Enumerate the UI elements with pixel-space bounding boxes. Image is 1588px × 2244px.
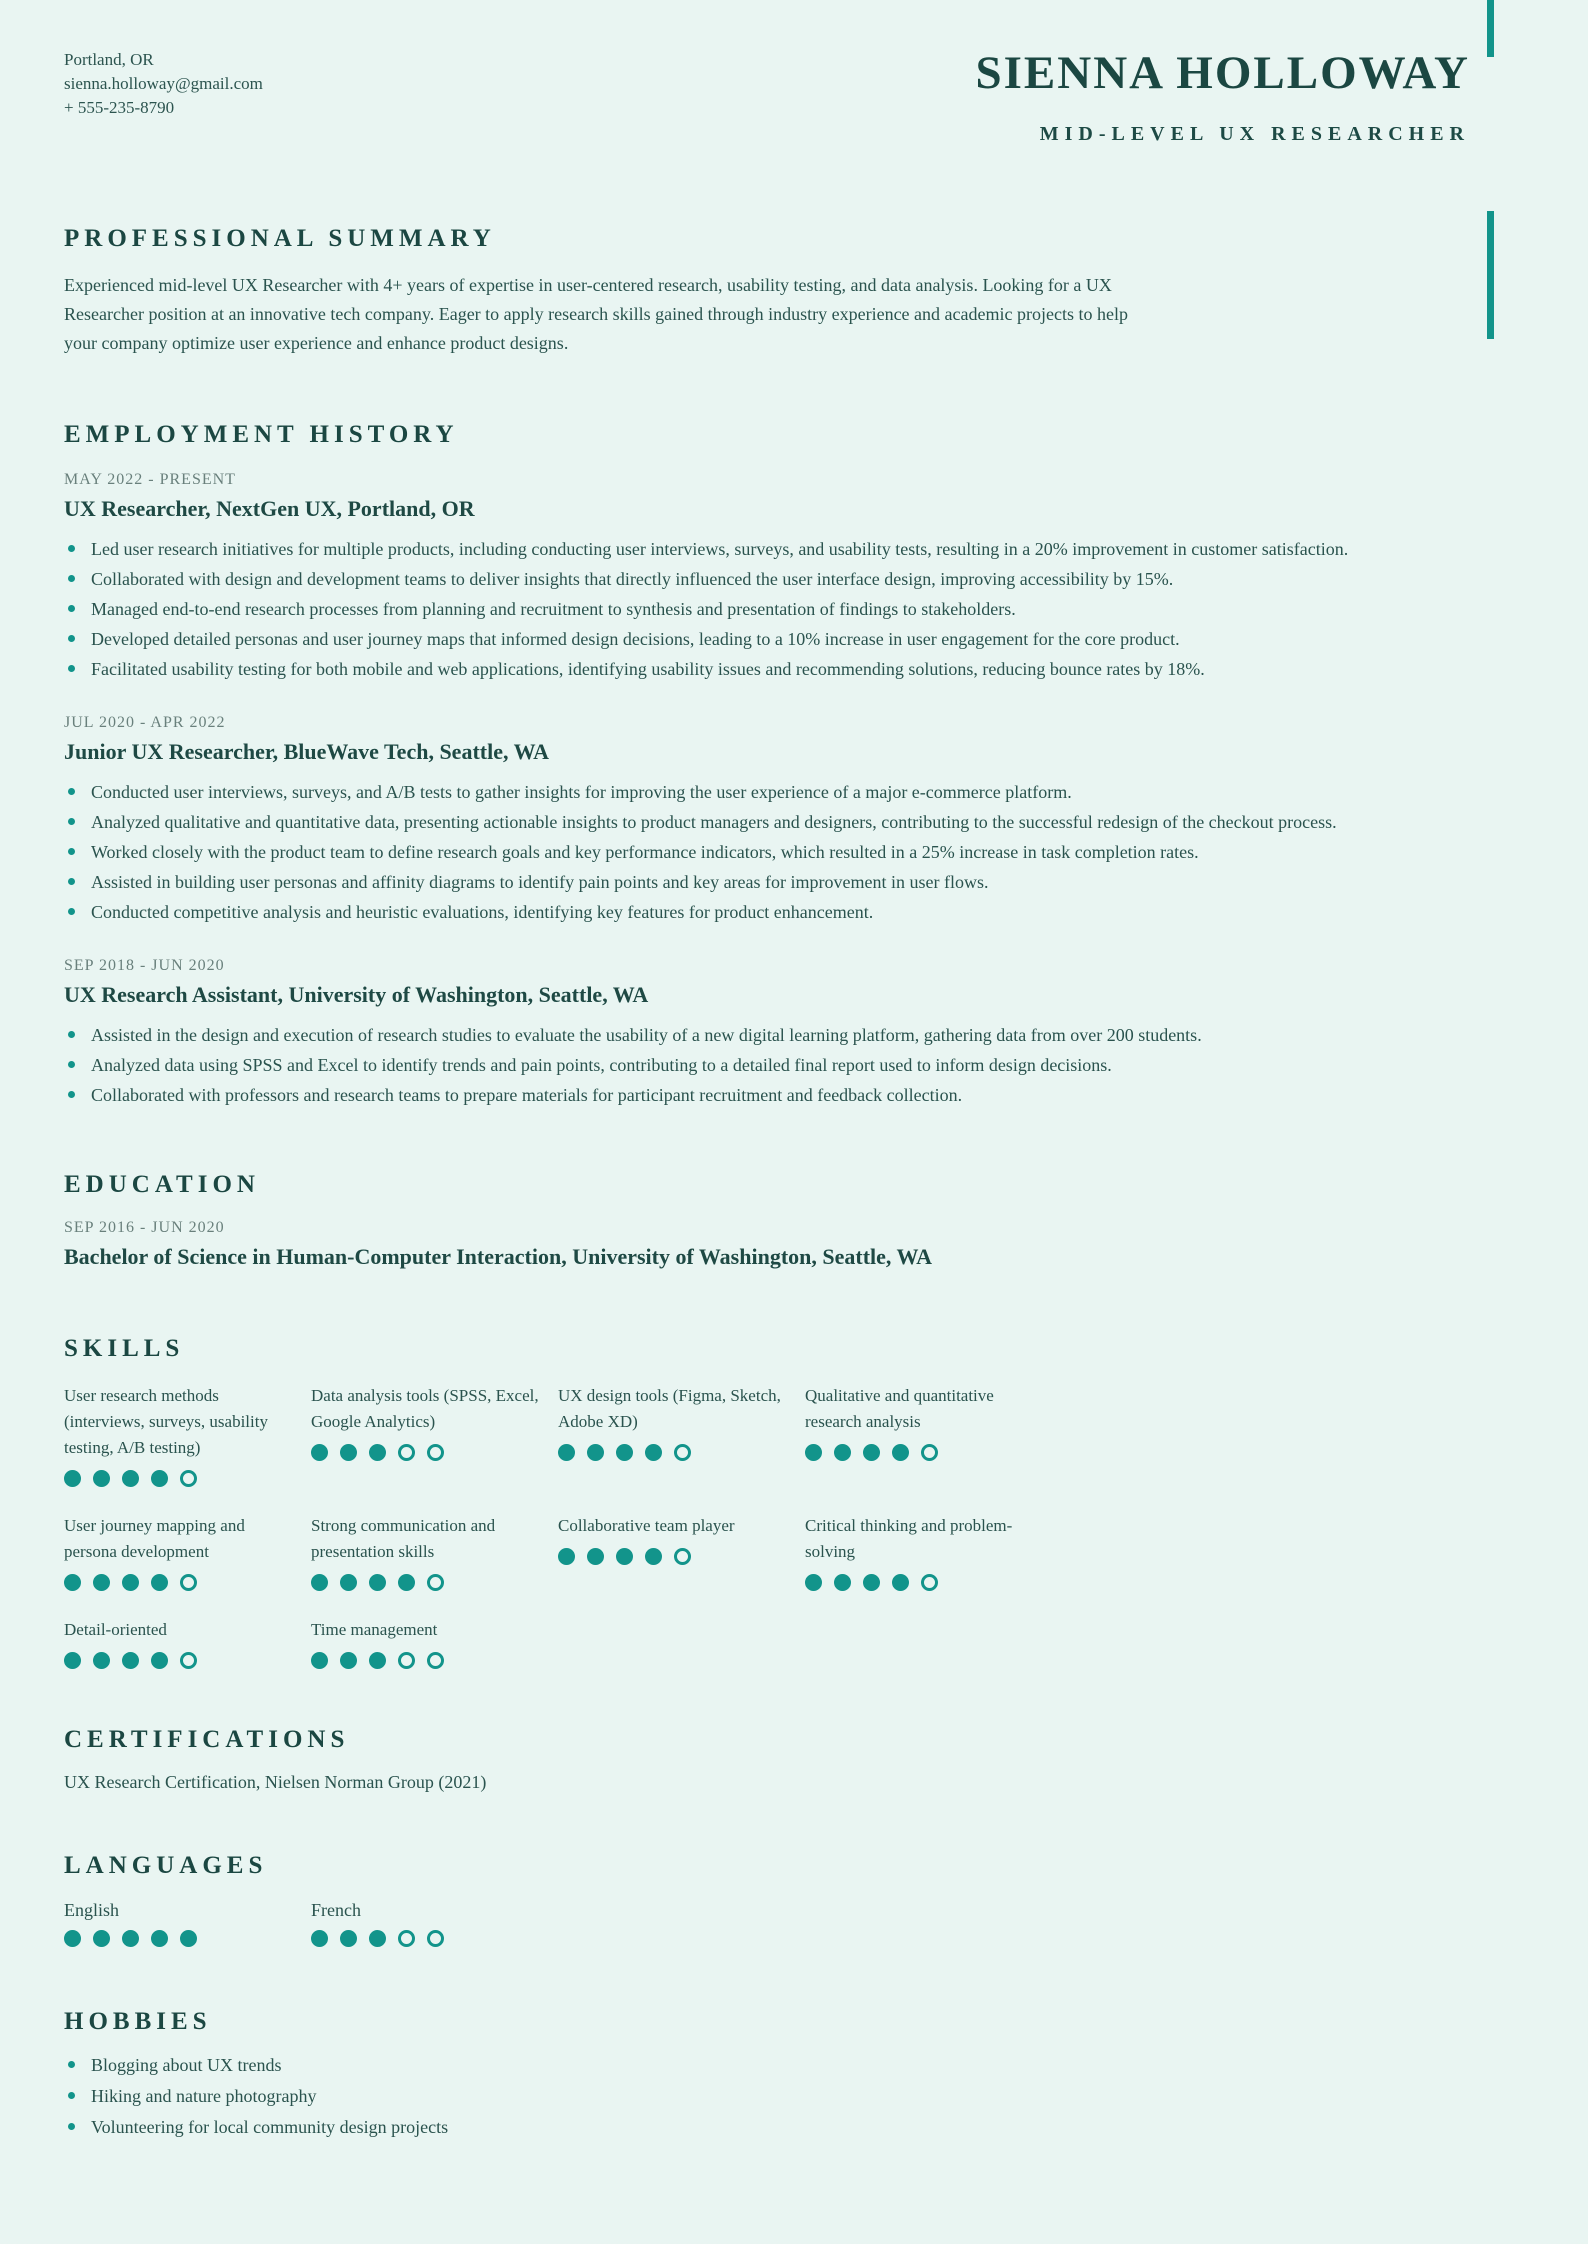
rating-dot-empty — [921, 1574, 938, 1591]
rating-dot-filled — [151, 1470, 168, 1487]
accent-bar-bottom — [1487, 211, 1494, 339]
education-heading: EDUCATION — [64, 1171, 260, 1198]
hobby-item: Hiking and nature photography — [64, 2081, 1524, 2112]
job-entry — [64, 957, 1524, 1110]
certifications-list — [64, 1772, 1524, 1793]
skill-label: Qualitative and quantitative research analysis — [805, 1386, 994, 1431]
rating-dot-filled — [645, 1548, 662, 1565]
education-dates: SEP 2016 - JUN 2020 — [64, 1219, 225, 1236]
language-item — [311, 1900, 558, 1947]
rating-dot-empty — [674, 1548, 691, 1565]
skill-rating-dots — [64, 1652, 311, 1669]
job-bullet-list — [64, 777, 1524, 927]
section-hobbies — [0, 2009, 1588, 2143]
skill-rating-dots — [311, 1444, 558, 1461]
skill-rating-dots — [558, 1548, 805, 1565]
job-title: Junior UX Researcher, BlueWave Tech, Seattle, WA — [64, 739, 550, 764]
rating-dot-filled — [892, 1574, 909, 1591]
rating-dot-filled — [122, 1574, 139, 1591]
job-bullet: Assisted in building user personas and affinity diagrams to identify pain points and key areas for improvement in user flows. — [64, 867, 1524, 897]
rating-dot-filled — [311, 1574, 328, 1591]
rating-dot-filled — [369, 1652, 386, 1669]
rating-dot-filled — [64, 1574, 81, 1591]
rating-dot-filled — [587, 1548, 604, 1565]
rating-dot-filled — [805, 1574, 822, 1591]
skill-label: Detail-oriented — [64, 1620, 167, 1639]
summary-heading: PROFESSIONAL SUMMARY — [64, 225, 496, 252]
rating-dot-filled — [311, 1444, 328, 1461]
rating-dot-filled — [340, 1930, 357, 1947]
rating-dot-empty — [674, 1444, 691, 1461]
rating-dot-filled — [64, 1652, 81, 1669]
section-languages — [0, 1853, 1588, 1947]
hobby-item: Volunteering for local community design projects — [64, 2112, 1524, 2143]
skill-label: User research methods (interviews, surveys, usability testing, A/B testing) — [64, 1386, 268, 1457]
language-label: French — [311, 1900, 361, 1920]
rating-dot-filled — [151, 1930, 168, 1947]
skill-label: Collaborative team player — [558, 1516, 735, 1535]
job-bullet-list — [64, 1020, 1524, 1110]
employment-heading: EMPLOYMENT HISTORY — [64, 421, 459, 448]
resume-header — [0, 0, 1588, 146]
section-professional-summary — [0, 226, 1588, 358]
language-item — [64, 1900, 311, 1947]
skill-item — [311, 1617, 558, 1669]
hobby-item: Blogging about UX trends — [64, 2050, 1524, 2081]
rating-dot-filled — [369, 1930, 386, 1947]
job-bullet: Conducted user interviews, surveys, and A/B tests to gather insights for improving the user experience of a major e-commerce platform. — [64, 777, 1524, 807]
job-bullet: Developed detailed personas and user journey maps that informed design decisions, leading to a 10% increase in user engagement for the core product. — [64, 624, 1524, 654]
rating-dot-empty — [398, 1652, 415, 1669]
job-bullet: Led user research initiatives for multiple products, including conducting user interviews, surveys, and usability tests, resulting in a 20% improvement in customer satisfaction. — [64, 534, 1524, 564]
contact-email: sienna.holloway@gmail.com — [64, 74, 263, 93]
job-title: UX Research Assistant, University of Washington, Seattle, WA — [64, 982, 649, 1007]
certification-item: UX Research Certification, Nielsen Norman Group (2021) — [64, 1772, 487, 1792]
rating-dot-filled — [311, 1652, 328, 1669]
contact-block — [64, 48, 263, 120]
rating-dot-filled — [805, 1444, 822, 1461]
rating-dot-filled — [369, 1574, 386, 1591]
rating-dot-filled — [151, 1574, 168, 1591]
rating-dot-filled — [587, 1444, 604, 1461]
hobbies-heading: HOBBIES — [64, 2008, 212, 2035]
job-bullet: Conducted competitive analysis and heuristic evaluations, identifying key features for product enhancement. — [64, 897, 1524, 927]
accent-bar-top — [1487, 0, 1494, 57]
rating-dot-filled — [64, 1930, 81, 1947]
skill-rating-dots — [64, 1470, 311, 1487]
skill-rating-dots — [558, 1444, 805, 1461]
rating-dot-filled — [558, 1548, 575, 1565]
section-employment-history — [0, 422, 1588, 1110]
rating-dot-empty — [180, 1652, 197, 1669]
skill-rating-dots — [311, 1930, 558, 1947]
rating-dot-filled — [558, 1444, 575, 1461]
skill-rating-dots — [311, 1652, 558, 1669]
rating-dot-empty — [398, 1930, 415, 1947]
rating-dot-empty — [180, 1470, 197, 1487]
skill-item — [311, 1513, 558, 1591]
skill-label: Data analysis tools (SPSS, Excel, Google Analytics) — [311, 1386, 539, 1431]
job-bullet: Collaborated with design and development teams to deliver insights that directly influenced the user interface design, improving accessibility by 15%. — [64, 564, 1524, 594]
rating-dot-filled — [398, 1574, 415, 1591]
rating-dot-filled — [616, 1548, 633, 1565]
job-entry — [64, 471, 1524, 684]
rating-dot-filled — [340, 1444, 357, 1461]
rating-dot-filled — [340, 1574, 357, 1591]
job-bullet: Managed end-to-end research processes from planning and recruitment to synthesis and presentation of findings to stakeholders. — [64, 594, 1524, 624]
skill-item — [558, 1513, 805, 1591]
rating-dot-empty — [427, 1574, 444, 1591]
rating-dot-empty — [427, 1652, 444, 1669]
job-bullet: Assisted in the design and execution of research studies to evaluate the usability of a new digital learning platform, gathering data from over 200 students. — [64, 1020, 1524, 1050]
skill-label: Time management — [311, 1620, 438, 1639]
job-bullet: Worked closely with the product team to define research goals and key performance indicators, which resulted in a 25% increase in task completion rates. — [64, 837, 1524, 867]
rating-dot-empty — [398, 1444, 415, 1461]
skill-item — [64, 1617, 311, 1669]
rating-dot-filled — [122, 1930, 139, 1947]
certifications-heading: CERTIFICATIONS — [64, 1726, 350, 1753]
job-bullet: Collaborated with professors and research teams to prepare materials for participant recruitment and feedback collection. — [64, 1080, 1524, 1110]
rating-dot-filled — [834, 1444, 851, 1461]
candidate-name: SIENNA HOLLOWAY — [975, 47, 1470, 99]
rating-dot-filled — [151, 1652, 168, 1669]
name-block — [975, 47, 1471, 146]
summary-text: Experienced mid-level UX Researcher with 4+ years of expertise in user-centered research, usability testing, and data analysis. Looking for a UX Researcher position at an innovative tech company. Eager to apply research skills gained through industry experience and academic projects to help your company optimize user experience and enhance product designs. — [64, 275, 1128, 353]
skill-rating-dots — [64, 1574, 311, 1591]
skill-label: Critical thinking and problem-solving — [805, 1516, 1013, 1561]
rating-dot-empty — [427, 1444, 444, 1461]
job-title: UX Researcher, NextGen UX, Portland, OR — [64, 496, 475, 521]
skill-rating-dots — [805, 1444, 1052, 1461]
rating-dot-filled — [122, 1470, 139, 1487]
skill-rating-dots — [311, 1574, 558, 1591]
rating-dot-filled — [616, 1444, 633, 1461]
skill-rating-dots — [64, 1930, 311, 1947]
rating-dot-filled — [369, 1444, 386, 1461]
rating-dot-filled — [64, 1470, 81, 1487]
job-entry — [64, 714, 1524, 927]
skill-item — [311, 1383, 558, 1487]
hobbies-list — [64, 2050, 1524, 2143]
skills-grid — [64, 1383, 1524, 1669]
rating-dot-empty — [921, 1444, 938, 1461]
rating-dot-filled — [93, 1930, 110, 1947]
rating-dot-filled — [863, 1444, 880, 1461]
languages-grid — [64, 1900, 1524, 1947]
section-education — [0, 1172, 1588, 1270]
skill-item — [805, 1383, 1052, 1487]
contact-phone: + 555-235-8790 — [64, 98, 175, 117]
education-degree: Bachelor of Science in Human-Computer Interaction, University of Washington, Seattle, WA — [64, 1244, 932, 1269]
skill-item — [64, 1513, 311, 1591]
section-skills — [0, 1336, 1588, 1669]
job-bullet: Analyzed data using SPSS and Excel to identify trends and pain points, contributing to a detailed final report used to inform design decisions. — [64, 1050, 1524, 1080]
job-dates: MAY 2022 - PRESENT — [64, 471, 236, 488]
skill-label: User journey mapping and persona development — [64, 1516, 245, 1561]
rating-dot-filled — [863, 1574, 880, 1591]
rating-dot-filled — [645, 1444, 662, 1461]
section-certifications — [0, 1727, 1588, 1793]
skill-label: UX design tools (Figma, Sketch, Adobe XD) — [558, 1386, 781, 1431]
job-bullet-list — [64, 534, 1524, 684]
jobs-container — [64, 471, 1524, 1110]
rating-dot-filled — [311, 1930, 328, 1947]
languages-heading: LANGUAGES — [64, 1852, 268, 1879]
skill-item — [805, 1513, 1052, 1591]
rating-dot-empty — [180, 1574, 197, 1591]
job-bullet: Facilitated usability testing for both mobile and web applications, identifying usability issues and recommending solutions, reducing bounce rates by 18%. — [64, 654, 1524, 684]
language-label: English — [64, 1900, 120, 1920]
skill-item — [558, 1383, 805, 1487]
rating-dot-filled — [892, 1444, 909, 1461]
rating-dot-filled — [340, 1652, 357, 1669]
rating-dot-filled — [180, 1930, 197, 1947]
rating-dot-empty — [427, 1930, 444, 1947]
candidate-title: MID-LEVEL UX RESEARCHER — [1039, 123, 1470, 145]
job-dates: SEP 2018 - JUN 2020 — [64, 957, 225, 974]
rating-dot-filled — [93, 1652, 110, 1669]
rating-dot-filled — [93, 1574, 110, 1591]
skill-label: Strong communication and presentation skills — [311, 1516, 496, 1561]
skill-item — [64, 1383, 311, 1487]
contact-location: Portland, OR — [64, 50, 154, 69]
job-bullet: Analyzed qualitative and quantitative data, presenting actionable insights to product managers and designers, contributing to the successful redesign of the checkout process. — [64, 807, 1524, 837]
rating-dot-filled — [834, 1574, 851, 1591]
skill-rating-dots — [805, 1574, 1052, 1591]
job-dates: JUL 2020 - APR 2022 — [64, 714, 226, 731]
skills-heading: SKILLS — [64, 1335, 185, 1362]
rating-dot-filled — [122, 1652, 139, 1669]
rating-dot-filled — [93, 1470, 110, 1487]
